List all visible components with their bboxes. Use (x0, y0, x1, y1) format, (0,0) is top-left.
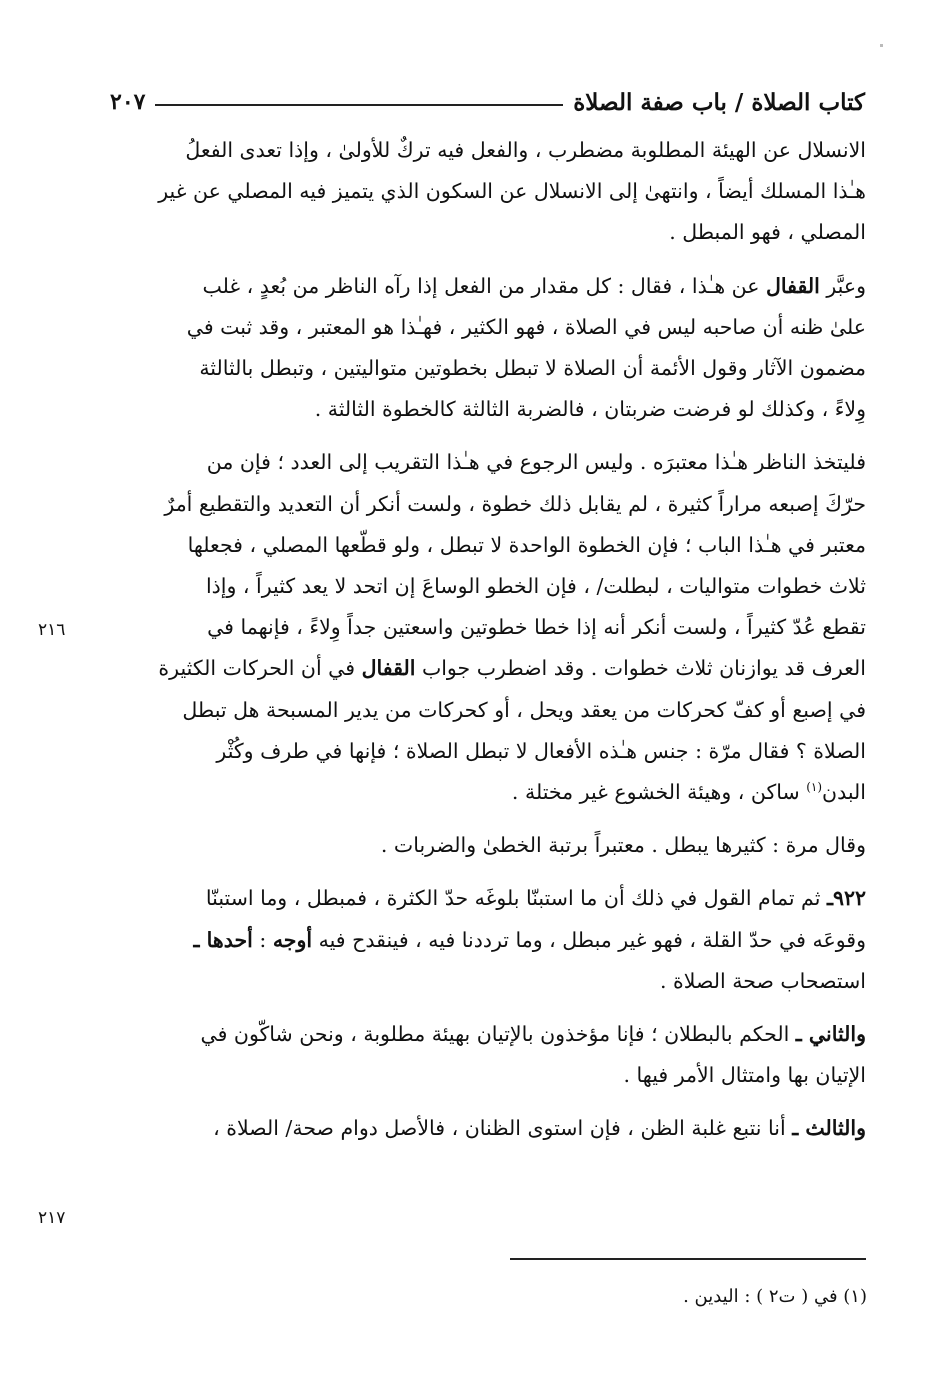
text-line: علىٰ ظنه أن صاحبه ليس في الصلاة ، فهو الكثير ، فهـٰذا هو المعتبر ، وقد ثبت في (186, 314, 866, 339)
text-line: والثالث ـ أنا نتبع غلبة الظن ، فإن استوى الظنان ، فالأصل دوام صحة/ الصلاة ، (213, 1116, 866, 1141)
text-line: حرّكَ إصبعه مراراً كثيرة ، لم يقابل ذلك خطوة ، ولست أنكر أن التعديد والتقطيع أمرٌ (164, 491, 866, 516)
paragraph (86, 442, 866, 813)
margin-page-ref: ٢١٧ (38, 1208, 66, 1228)
scan-speck (880, 44, 883, 47)
footnote-rule (510, 1258, 866, 1260)
paragraph (86, 1108, 866, 1149)
text-line: استصحاب صحة الصلاة . (659, 968, 866, 993)
text-line: وقال مرة : كثيرها يبطل . معتبراً برتبة الخطىٰ والضربات . (380, 833, 866, 858)
text-line: فليتخذ الناظر هـٰذا معتبرَه . وليس الرجوع في هـٰذا التقريب إلى العدد ؛ فإن من (206, 450, 866, 475)
text-line: العرف قد يوازنان ثلاث خطوات . وقد اضطرب جواب القفال في أن الحركات الكثيرة (158, 656, 866, 681)
paragraph (86, 130, 866, 254)
text-line: وعبَّر القفال عن هـٰذا ، فقال : كل مقدار من الفعل إذا رآه الناظر من بُعدٍ ، غلب (202, 273, 866, 298)
bold-term: القفال (766, 273, 820, 298)
footnote: (١) في ( ت٢ ) : اليدين . (683, 1286, 867, 1307)
text-line: ثلاث خطوات متواليات ، لبطلت/ ، فإن الخطو الوساعَ إن اتحد لا يعد كثيراً ، وإذا (205, 574, 866, 599)
text-line: وقوعَه في حدّ القلة ، فهو غير مبطل ، وما ترددنا فيه ، فينقدح فيه أوجه : أحدها ـ (193, 927, 866, 952)
bold-term: القفال (361, 656, 416, 681)
text-line: معتبر في هـٰذا الباب ؛ فإن الخطوة الواحدة لا تبطل ، ولو قطّعها المصلي ، فجعلها (187, 532, 866, 557)
text-line: وِلاءً ، وكذلك لو فرضت ضربتان ، فالضربة الثالثة كالخطوة الثالثة . (314, 397, 866, 422)
page-number: ٢٠٧ (110, 89, 146, 115)
text-line: مضمون الآثار وقول الأئمة أن الصلاة لا تبطل بخطوتين متواليتين ، وتبطل بالثالثة (199, 356, 866, 381)
paragraph (86, 825, 866, 866)
text-line: الصلاة ؟ فقال مرّة : جنس هـٰذه الأفعال لا تبطل الصلاة ؛ فإنها في طرف وكُثْر (216, 738, 866, 763)
book-title: كتاب الصلاة / باب صفة الصلاة (573, 88, 865, 116)
text-line: ٩٢٢ـ ثم تمام القول في ذلك أن ما استبنّا بلوغَه حدّ الكثرة ، فمبطل ، وما استبنّا (205, 886, 866, 911)
text-line: المصلي ، فهو المبطل . (669, 220, 866, 245)
text-line: البدن$^{(١)}$ ساكن ، وهيئة الخشوع غير مختلة . (511, 780, 866, 805)
margin-page-ref: ٢١٦ (38, 620, 66, 640)
main-text (86, 130, 866, 1162)
paragraph (86, 878, 866, 1002)
text-line: والثاني ـ الحكم بالبطلان ؛ فإنا مؤخذون بالإتيان بهيئة مطلوبة ، ونحن شاكّون في (200, 1022, 866, 1047)
bold-term: أحدها ـ (193, 927, 253, 952)
bold-term: أوجه (272, 927, 313, 952)
text-line: الإتيان بها وامتثال الأمر فيها . (623, 1063, 866, 1088)
paragraph (86, 266, 866, 431)
running-head (110, 82, 865, 122)
text-line: هـٰذا المسلك أيضاً ، وانتهىٰ إلى الانسلال عن السكون الذي يتميز فيه المصلي عن غير (158, 179, 866, 204)
bold-term: والثاني ـ (795, 1022, 866, 1047)
text-line: تقطع عُدّ كثيراً ، ولست أنكر أنه إذا خطا خطوتين واسعتين جداً وِلاءً ، فإنهما في (207, 615, 866, 640)
text-line: في إصبع أو كفّ كحركات من يعقد ويحل ، أو كحركات من يدير المسبحة هل تبطل (182, 697, 866, 722)
text-line: الانسلال عن الهيئة المطلوبة مضطرب ، والفعل فيه تركٌ للأولىٰ ، وإذا تعدى الفعلُ (185, 138, 866, 162)
section-number: ٩٢٢ـ (826, 886, 866, 911)
paragraph (86, 1014, 866, 1096)
footnote-marker: (١) (806, 780, 823, 795)
header-rule (155, 104, 563, 106)
bold-term: والثالث ـ (792, 1116, 866, 1141)
